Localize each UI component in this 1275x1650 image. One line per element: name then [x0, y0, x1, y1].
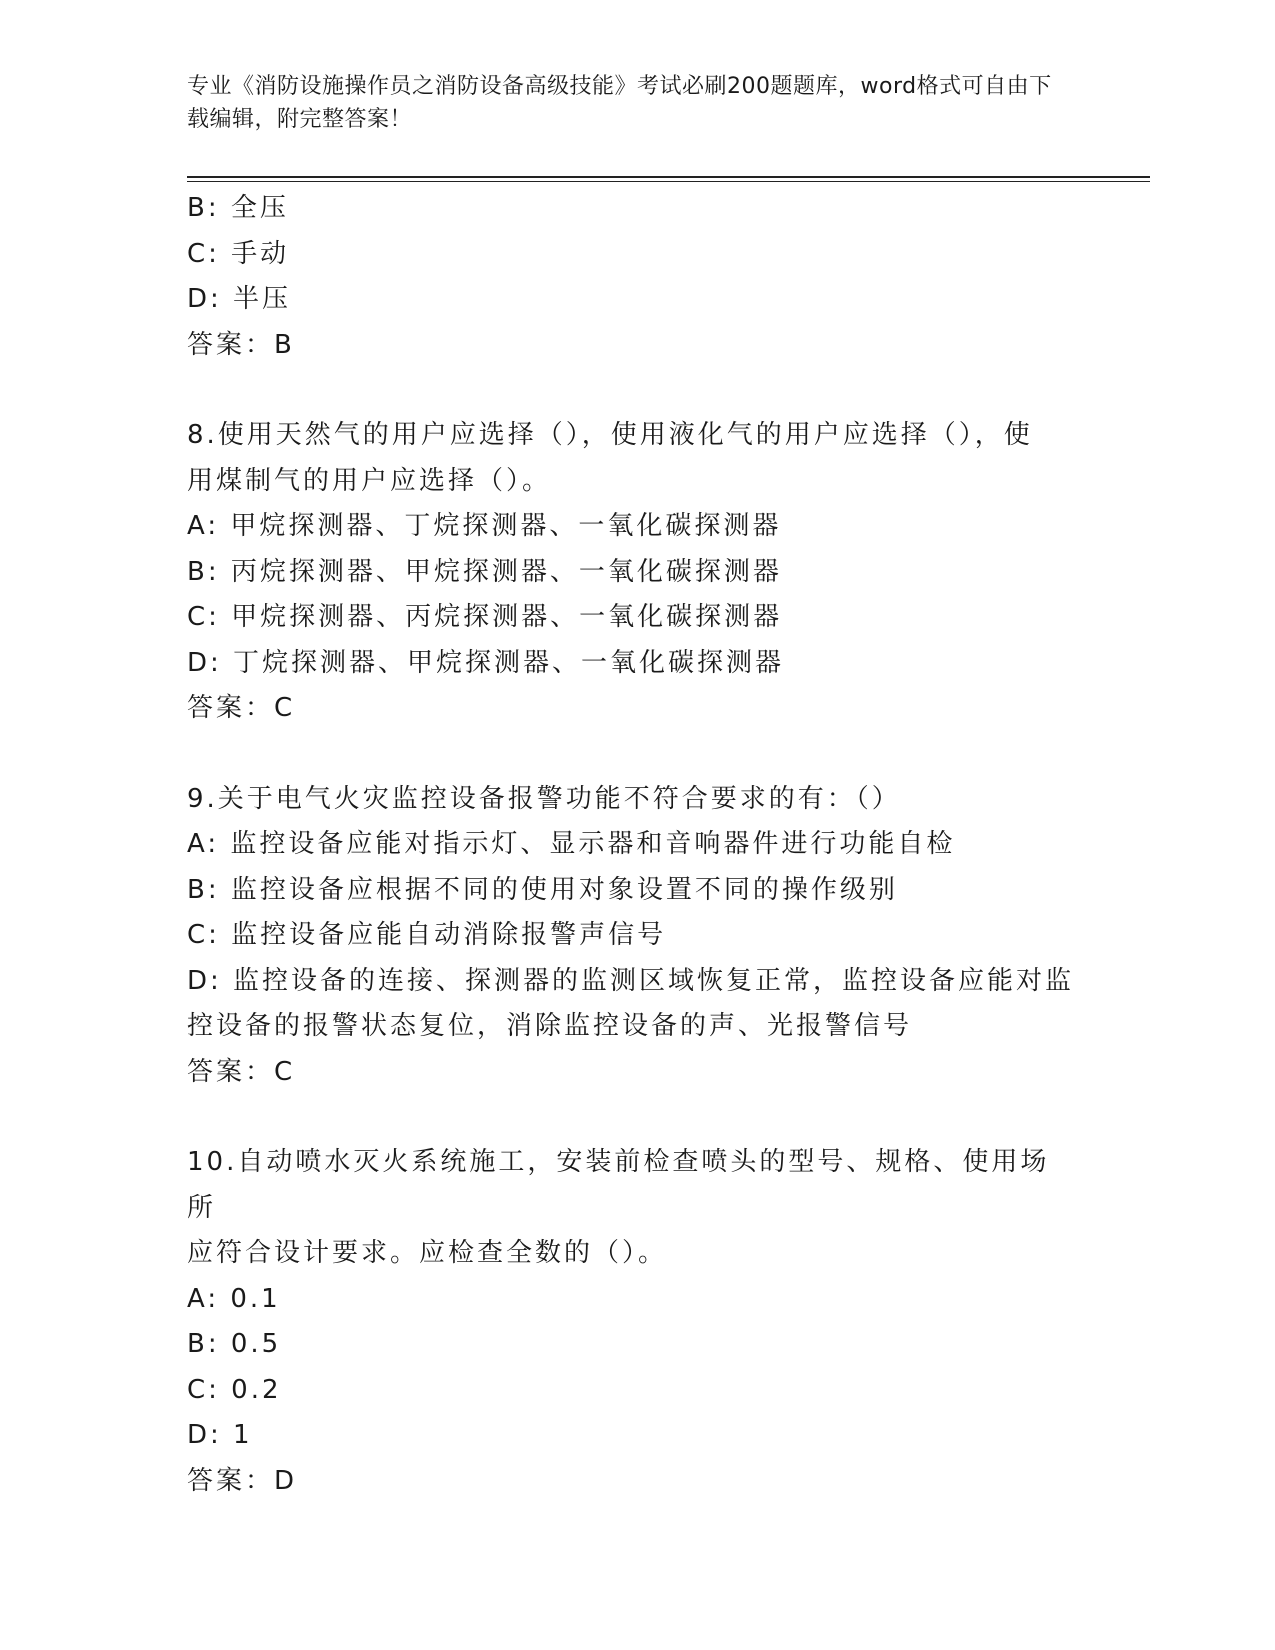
question-text: 8.使用天然气的用户应选择（），使用液化气的用户应选择（），使 — [187, 420, 1033, 450]
question-text: 用煤制气的用户应选择（）。 — [187, 465, 552, 496]
document-header: 专业《消防设施操作员之消防设备高级技能》考试必刷200题题库，word格式可自由下载编辑，附完整答案！ — [187, 74, 1052, 132]
option-c: C: 甲烷探测器、丙烷探测器、一氧化碳探测器 — [187, 602, 783, 632]
question-text: 10.自动喷水灭火系统施工，安装前检查喷头的型号、规格、使用场所 — [187, 1147, 1050, 1223]
option-d: D: 监控设备的连接、探测器的监测区域恢复正常，监控设备应能对监 控设备的报警状态复位，消除监控设备的声、光报警信号 — [187, 965, 1075, 1041]
option-b: B: 监控设备应根据不同的使用对象设置不同的操作级别 — [187, 874, 898, 905]
question-8 — [187, 413, 1077, 732]
option-b: B: 丙烷探测器、甲烷探测器、一氧化碳探测器 — [187, 556, 782, 587]
option-c: C: 手动 — [187, 238, 290, 269]
option-a: A: 甲烷探测器、丁烷探测器、一氧化碳探测器 — [187, 511, 782, 541]
question-content — [187, 186, 1077, 1504]
carryover-question — [187, 186, 1077, 368]
option-c: C: 0.2 — [187, 1374, 282, 1405]
option-d: D: 1 — [187, 1420, 253, 1450]
question-text: 应符合设计要求。应检查全数的（）。 — [187, 1238, 668, 1268]
header-divider-thin — [187, 181, 1150, 182]
answer-line: 答案：C — [187, 1056, 296, 1087]
option-b: B: 0.5 — [187, 1329, 282, 1359]
option-c: C: 监控设备应能自动消除报警声信号 — [187, 920, 667, 950]
question-10 — [187, 1140, 1077, 1504]
answer-line: 答案：D — [187, 1465, 298, 1496]
question-9 — [187, 777, 1077, 1096]
option-d: D: 丁烷探测器、甲烷探测器、一氧化碳探测器 — [187, 647, 785, 678]
answer-line: 答案：B — [187, 329, 295, 360]
header-divider-thick — [187, 176, 1150, 178]
option-a: A: 监控设备应能对指示灯、显示器和音响器件进行功能自检 — [187, 829, 956, 859]
answer-line: 答案：C — [187, 693, 296, 723]
option-d: D: 半压 — [187, 284, 292, 314]
option-b: B: 全压 — [187, 193, 289, 223]
question-text: 9.关于电气火灾监控设备报警功能不符合要求的有：（） — [187, 783, 901, 814]
option-a: A: 0.1 — [187, 1283, 281, 1314]
